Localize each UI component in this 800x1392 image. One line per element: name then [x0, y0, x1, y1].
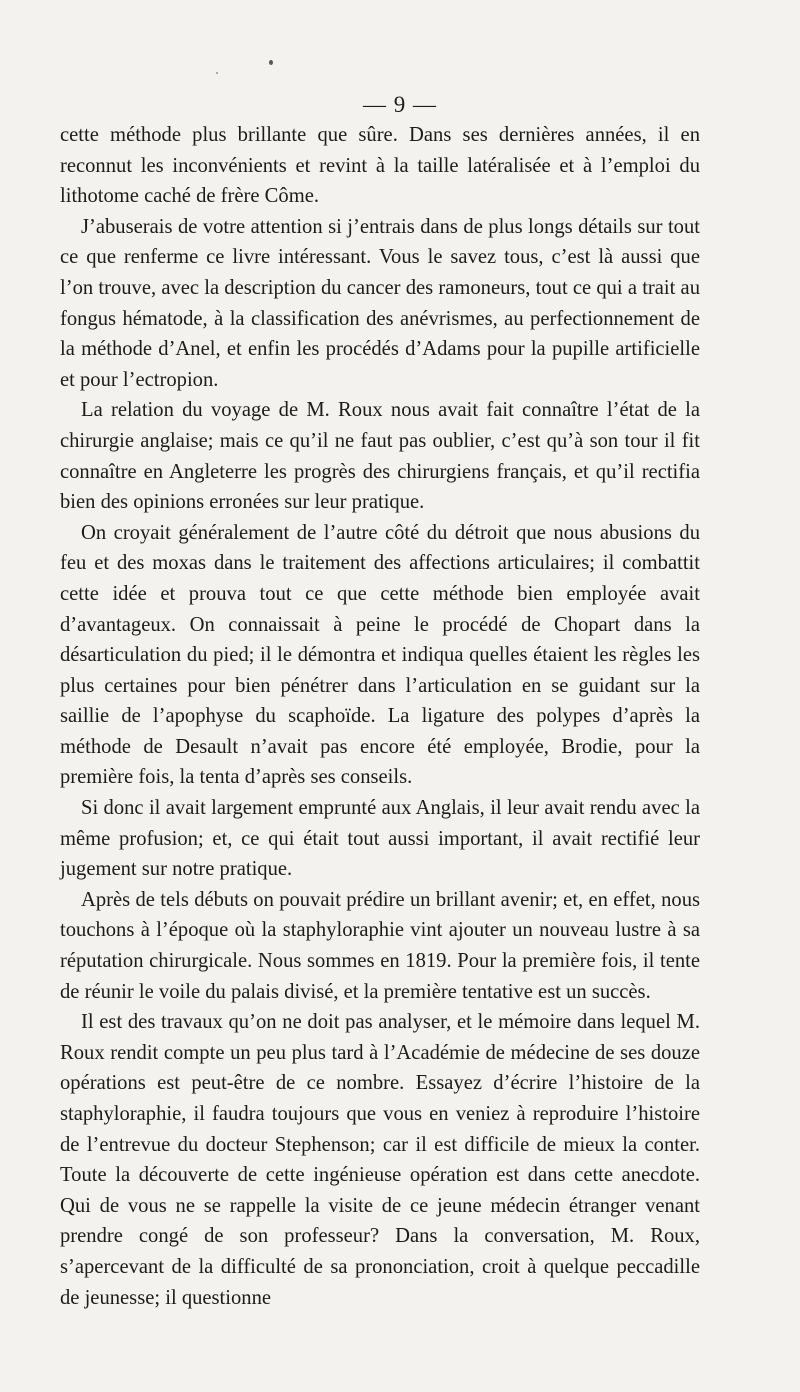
paragraph: Il est des travaux qu’on ne doit pas analyser, et le mémoire dans lequel M. Roux rendit compte un peu plus tard à l’Académie de médecine de ses douze opérations est peut-être de ce nombre. Essayez d’écrire l’histoire de la staphyloraphie, il faudra toujours que vous en veniez à reproduire l’histoire de l’entrevue du docteur Stephenson; car il est difficile de mieux la conter. Toute la découverte de cette ingénieuse opération est dans cette anecdote. Qui de vous ne se rappelle la visite de ce jeune médecin étranger venant prendre congé de son professeur? Dans la conversation, M. Roux, s’apercevant de la difficulté de sa prononciation, croit à quelque peccadille de jeunesse; il questionne	[60, 1011, 700, 1309]
paragraph: La relation du voyage de M. Roux nous avait fait connaître l’état de la chirurgie anglaise; mais ce qu’il ne faut pas oublier, c’est qu’à son tour il fit connaître en Angleterre les progrès des chirurgiens français, et qu’il rectifia bien des opinions erronées sur leur pratique.	[60, 399, 700, 514]
paragraph: On croyait généralement de l’autre côté du détroit que nous abusions du feu et des moxas dans le traitement des affections articulaires; il combattit cette idée et prouva tout ce que cette méthode bien employée avait d’avantageux. On connaissait à peine le procédé de Chopart dans la désarticulation du pied; il le démontra et indiqua quelles étaient les règles les plus certaines pour bien pénétrer dans l’articulation en se guidant sur la saillie de l’apophyse du scaphoïde. La ligature des polypes d’après la méthode de Desault n’avait pas encore été employée, Brodie, pour la première fois, la tenta d’après ses conseils.	[60, 521, 700, 789]
body-text	[60, 120, 700, 1313]
paragraph: J’abuserais de votre attention si j’entrais dans de plus longs détails sur tout ce que renferme ce livre intéressant. Vous le savez tous, c’est là aussi que l’on trouve, avec la description du cancer des ramoneurs, tout ce qui a trait au fongus hématode, à la classification des anévrismes, au perfectionnement de la méthode d’Anel, et enfin les procédés d’Adams pour la pupille artificielle et pour l’ectropion.	[60, 215, 700, 391]
paragraph: Après de tels débuts on pouvait prédire un brillant avenir; et, en effet, nous touchons à l’époque où la staphyloraphie vint ajouter un nouveau lustre à sa réputation chirurgicale. Nous sommes en 1819. Pour la première fois, il tente de réunir le voile du palais divisé, et la première tentative est un succès.	[60, 888, 700, 1003]
ink-speck	[216, 72, 218, 74]
page-number: — 9 —	[363, 92, 437, 117]
paragraph: cette méthode plus brillante que sûre. Dans ses dernières années, il en reconnut les inconvénients et revint à la taille latéralisée et à l’emploi du lithotome caché de frère Côme.	[60, 124, 700, 208]
paragraph: Si donc il avait largement emprunté aux Anglais, il leur avait rendu avec la même profusion; et, ce qui était tout aussi important, il avait rectifié leur jugement sur notre pratique.	[60, 797, 700, 881]
ink-speck	[269, 60, 273, 65]
